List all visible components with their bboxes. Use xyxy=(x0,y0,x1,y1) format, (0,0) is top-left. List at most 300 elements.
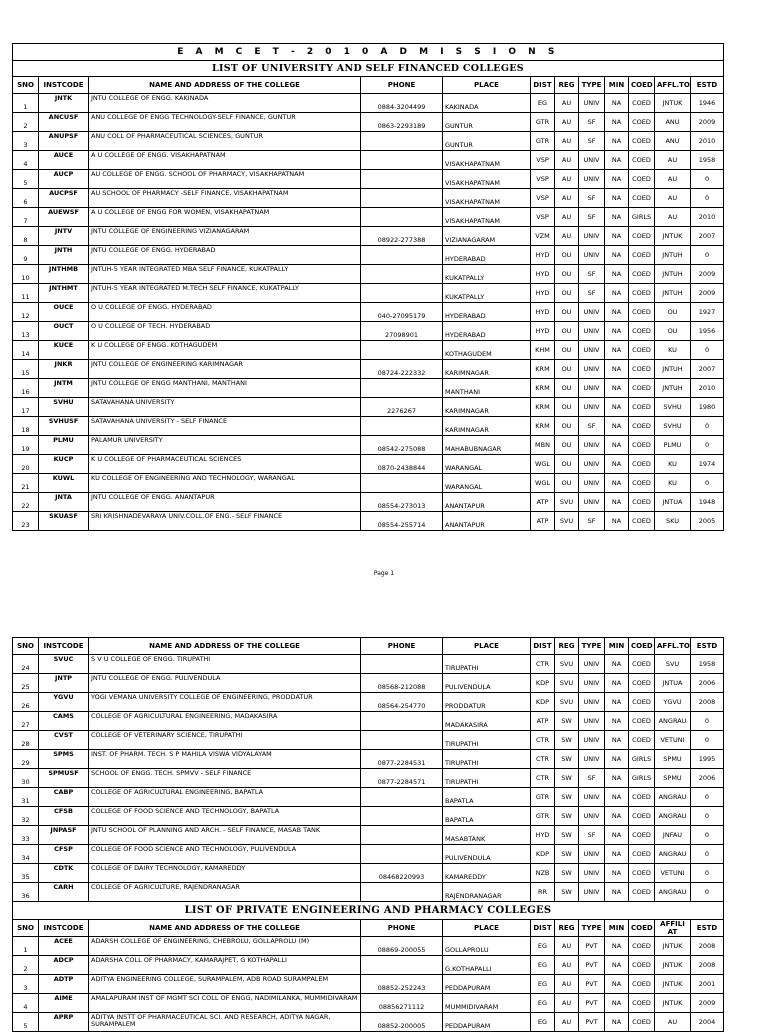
place-cell: VISAKHAPATNAM xyxy=(443,151,531,170)
reg-cell: OU xyxy=(555,360,579,379)
estd-cell: 2006 xyxy=(691,769,724,788)
table-row xyxy=(13,750,724,769)
sno-cell: 26 xyxy=(13,693,39,712)
dist-cell: HYD xyxy=(531,322,555,341)
column-header: DIST xyxy=(531,638,555,655)
college-name-cell: YOGI VEMANA UNIVERSITY COLLEGE OF ENGINEERING, PRODDATUR xyxy=(89,693,361,712)
reg-cell: SVU xyxy=(555,693,579,712)
coed-cell: GIRLS xyxy=(629,750,655,769)
estd-cell: 1980 xyxy=(691,398,724,417)
sno-cell: 3 xyxy=(13,132,39,151)
place-cell: BAPATLA xyxy=(443,807,531,826)
affiliation-cell: SPMU xyxy=(655,750,691,769)
column-header: PHONE xyxy=(361,77,443,94)
table-row xyxy=(13,284,724,303)
column-header: REG xyxy=(555,77,579,94)
column-header: MIN xyxy=(605,638,629,655)
instcode-cell: SKUASF xyxy=(39,512,89,531)
sno-cell: 10 xyxy=(13,265,39,284)
instcode-cell: CDTK xyxy=(39,864,89,883)
coed-cell: COED xyxy=(629,994,655,1013)
college-name-cell: JNTUH-5 YEAR INTEGRATED MBA SELF FINANCE, KUKATPALLY xyxy=(89,265,361,284)
instcode-cell: SPMS xyxy=(39,750,89,769)
phone-cell xyxy=(361,341,443,360)
dist-cell: KRM xyxy=(531,360,555,379)
coed-cell: COED xyxy=(629,379,655,398)
affiliation-cell: AU xyxy=(655,151,691,170)
dist-cell: HYD xyxy=(531,826,555,845)
type-cell: UNIV xyxy=(579,731,605,750)
reg-cell: OU xyxy=(555,265,579,284)
affiliation-cell: JNTUH xyxy=(655,284,691,303)
sno-cell: 32 xyxy=(13,807,39,826)
instcode-cell: ADTP xyxy=(39,975,89,994)
sno-cell: 5 xyxy=(13,170,39,189)
estd-cell: 0 xyxy=(691,246,724,265)
place-cell: TIRUPATHI xyxy=(443,731,531,750)
affiliation-cell: ANU xyxy=(655,132,691,151)
estd-cell: 2008 xyxy=(691,937,724,956)
college-name-cell: ADITYA INSTT OF PHARMACEUTICAL SCI. AND RESEARCH, ADITYA NAGAR, SURAMPALEM xyxy=(89,1013,361,1032)
sno-cell: 22 xyxy=(13,493,39,512)
affiliation-cell: ANU xyxy=(655,113,691,132)
column-header: INSTCODE xyxy=(39,77,89,94)
college-name-cell: COLLEGE OF DAIRY TECHNOLOGY, KAMAREDDY xyxy=(89,864,361,883)
table-row xyxy=(13,265,724,284)
estd-cell: 0 xyxy=(691,826,724,845)
phone-cell: 08468220993 xyxy=(361,864,443,883)
instcode-cell: AUEWSF xyxy=(39,208,89,227)
dist-cell: GTR xyxy=(531,113,555,132)
affiliation-cell: OU xyxy=(655,303,691,322)
coed-cell: COED xyxy=(629,975,655,994)
coed-cell: COED xyxy=(629,436,655,455)
sno-cell: 11 xyxy=(13,284,39,303)
affiliation-cell: JNTUK xyxy=(655,94,691,113)
phone-cell: 2276267 xyxy=(361,398,443,417)
dist-cell: KDP xyxy=(531,674,555,693)
min-cell: NA xyxy=(605,788,629,807)
college-name-cell: COLLEGE OF AGRICULTURAL ENGINEERING, BAPATLA xyxy=(89,788,361,807)
min-cell: NA xyxy=(605,731,629,750)
min-cell: NA xyxy=(605,189,629,208)
reg-cell: OU xyxy=(555,474,579,493)
coed-cell: COED xyxy=(629,284,655,303)
coed-cell: COED xyxy=(629,322,655,341)
phone-cell: 08542-275088 xyxy=(361,436,443,455)
estd-cell: 1956 xyxy=(691,322,724,341)
college-name-cell: JNTU COLLEGE OF ENGINEERING VIZIANAGARAM xyxy=(89,227,361,246)
estd-cell: 1958 xyxy=(691,655,724,674)
place-cell: VIZIANAGARAM xyxy=(443,227,531,246)
estd-cell: 1995 xyxy=(691,750,724,769)
reg-cell: SW xyxy=(555,864,579,883)
min-cell: NA xyxy=(605,655,629,674)
coed-cell: COED xyxy=(629,512,655,531)
coed-cell: COED xyxy=(629,360,655,379)
estd-cell: 1948 xyxy=(691,493,724,512)
type-cell: UNIV xyxy=(579,360,605,379)
instcode-cell: JNTV xyxy=(39,227,89,246)
phone-cell: 08869-200055 xyxy=(361,937,443,956)
instcode-cell: ACEE xyxy=(39,937,89,956)
coed-cell: GIRLS xyxy=(629,769,655,788)
college-name-cell: SRI KRISHNADEVARAYA UNIV.COLL.OF ENG.- SELF FINANCE xyxy=(89,512,361,531)
estd-cell: 2009 xyxy=(691,113,724,132)
affiliation-cell: JNTUH xyxy=(655,379,691,398)
college-name-cell: JNTU COLLEGE OF ENGINEERING KARIMNAGAR xyxy=(89,360,361,379)
table-row xyxy=(13,189,724,208)
dist-cell: EG xyxy=(531,994,555,1013)
min-cell: NA xyxy=(605,883,629,902)
sno-cell: 13 xyxy=(13,322,39,341)
affiliation-cell: SVHU xyxy=(655,398,691,417)
table-row xyxy=(13,94,724,113)
type-cell: UNIV xyxy=(579,436,605,455)
column-header: COED xyxy=(629,920,655,937)
dist-cell: MBN xyxy=(531,436,555,455)
affiliation-cell: YGVU xyxy=(655,693,691,712)
instcode-cell: APRP xyxy=(39,1013,89,1032)
sno-cell: 6 xyxy=(13,189,39,208)
instcode-cell: ANCUSF xyxy=(39,113,89,132)
college-name-cell: AMALAPURAM INST OF MGMT SCI COLL OF ENGG, NADIMILANKA, MUMMIDIVARAM xyxy=(89,994,361,1013)
dist-cell: CTR xyxy=(531,769,555,788)
affiliation-cell: JNTUK xyxy=(655,975,691,994)
college-name-cell: A U COLLEGE OF ENGG. VISAKHAPATNAM xyxy=(89,151,361,170)
table-row xyxy=(13,360,724,379)
type-cell: PVT xyxy=(579,975,605,994)
college-name-cell: COLLEGE OF VETERINARY SCIENCE, TIRUPATHI xyxy=(89,731,361,750)
place-cell: MAHABUBNAGAR xyxy=(443,436,531,455)
affiliation-cell: JNTUK xyxy=(655,994,691,1013)
column-header: TYPE xyxy=(579,77,605,94)
place-cell: PULIVENDULA xyxy=(443,845,531,864)
college-name-cell: COLLEGE OF FOOD SCIENCE AND TECHNOLOGY, BAPATLA xyxy=(89,807,361,826)
phone-cell xyxy=(361,712,443,731)
sno-cell: 33 xyxy=(13,826,39,845)
type-cell: UNIV xyxy=(579,398,605,417)
affiliation-cell: SKU xyxy=(655,512,691,531)
coed-cell: COED xyxy=(629,265,655,284)
phone-cell: 0877-2284531 xyxy=(361,750,443,769)
column-header-row-private xyxy=(13,920,724,937)
min-cell: NA xyxy=(605,227,629,246)
place-cell: HYDERABAD xyxy=(443,246,531,265)
type-cell: SF xyxy=(579,132,605,151)
sno-cell: 36 xyxy=(13,883,39,902)
estd-cell: 0 xyxy=(691,712,724,731)
coed-cell: COED xyxy=(629,864,655,883)
sno-cell: 20 xyxy=(13,455,39,474)
min-cell: NA xyxy=(605,436,629,455)
affiliation-cell: JNTUA xyxy=(655,674,691,693)
sno-cell: 24 xyxy=(13,655,39,674)
column-header: NAME AND ADDRESS OF THE COLLEGE xyxy=(89,920,361,937)
dist-cell: EG xyxy=(531,956,555,975)
instcode-cell: JNTHMT xyxy=(39,284,89,303)
phone-cell: 08564-254770 xyxy=(361,693,443,712)
reg-cell: SW xyxy=(555,845,579,864)
affiliation-cell: ANGRAU xyxy=(655,845,691,864)
place-cell: PULIVENDULA xyxy=(443,674,531,693)
min-cell: NA xyxy=(605,170,629,189)
table-row xyxy=(13,227,724,246)
place-cell: GOLLAPROLU xyxy=(443,937,531,956)
phone-cell xyxy=(361,170,443,189)
affiliation-cell: KU xyxy=(655,474,691,493)
sno-cell: 1 xyxy=(13,94,39,113)
coed-cell: COED xyxy=(629,94,655,113)
coed-cell: COED xyxy=(629,731,655,750)
dist-cell: ATP xyxy=(531,712,555,731)
estd-cell: 0 xyxy=(691,170,724,189)
instcode-cell: CAMS xyxy=(39,712,89,731)
affiliation-cell: KU xyxy=(655,341,691,360)
section-title-private: LIST OF PRIVATE ENGINEERING AND PHARMACY COLLEGES xyxy=(13,902,724,920)
sno-cell: 5 xyxy=(13,1013,39,1032)
affiliation-cell: AU xyxy=(655,208,691,227)
reg-cell: OU xyxy=(555,417,579,436)
college-name-cell: JNTUH-5 YEAR INTEGRATED M.TECH SELF FINANCE, KUKATPALLY xyxy=(89,284,361,303)
type-cell: UNIV xyxy=(579,151,605,170)
coed-cell: COED xyxy=(629,398,655,417)
college-name-cell: PALAMUR UNIVERSITY xyxy=(89,436,361,455)
type-cell: UNIV xyxy=(579,712,605,731)
coed-cell: COED xyxy=(629,807,655,826)
table-row xyxy=(13,769,724,788)
affiliation-cell: VETUNI xyxy=(655,864,691,883)
coed-cell: COED xyxy=(629,113,655,132)
estd-cell: 0 xyxy=(691,436,724,455)
estd-cell: 2007 xyxy=(691,227,724,246)
estd-cell: 2010 xyxy=(691,379,724,398)
table-row xyxy=(13,493,724,512)
affiliation-cell: AU xyxy=(655,1013,691,1032)
type-cell: SF xyxy=(579,113,605,132)
dist-cell: EG xyxy=(531,975,555,994)
min-cell: NA xyxy=(605,360,629,379)
type-cell: SF xyxy=(579,189,605,208)
college-name-cell: JNTU COLLEGE OF ENGG. PULIVENDULA xyxy=(89,674,361,693)
phone-cell xyxy=(361,788,443,807)
instcode-cell: AUCP xyxy=(39,170,89,189)
phone-cell xyxy=(361,883,443,902)
type-cell: UNIV xyxy=(579,246,605,265)
type-cell: PVT xyxy=(579,956,605,975)
college-name-cell: COLLEGE OF AGRICULTURAL ENGINEERING, MADAKASIRA xyxy=(89,712,361,731)
estd-cell: 0 xyxy=(691,845,724,864)
coed-cell: COED xyxy=(629,455,655,474)
table-row xyxy=(13,455,724,474)
dist-cell: WGL xyxy=(531,474,555,493)
min-cell: NA xyxy=(605,956,629,975)
place-cell: PEDDAPURAM xyxy=(443,1013,531,1032)
min-cell: NA xyxy=(605,493,629,512)
table-row xyxy=(13,379,724,398)
instcode-cell: OUCT xyxy=(39,322,89,341)
table-row xyxy=(13,864,724,883)
sno-cell: 34 xyxy=(13,845,39,864)
estd-cell: 0 xyxy=(691,341,724,360)
phone-cell xyxy=(361,132,443,151)
reg-cell: AU xyxy=(555,956,579,975)
dist-cell: VZM xyxy=(531,227,555,246)
estd-cell: 0 xyxy=(691,417,724,436)
column-header: MIN xyxy=(605,77,629,94)
reg-cell: AU xyxy=(555,132,579,151)
coed-cell: COED xyxy=(629,693,655,712)
reg-cell: OU xyxy=(555,436,579,455)
estd-cell: 0 xyxy=(691,189,724,208)
college-name-cell: JNTU COLLEGE OF ENGG. HYDERABAD xyxy=(89,246,361,265)
column-header: AFFL.TO xyxy=(655,77,691,94)
place-cell: GUNTUR xyxy=(443,113,531,132)
dist-cell: HYD xyxy=(531,303,555,322)
reg-cell: SVU xyxy=(555,512,579,531)
estd-cell: 2001 xyxy=(691,975,724,994)
college-name-cell: ADARSH COLLEGE OF ENGINEERING, CHEBROLU, GOLLAPROLU (M) xyxy=(89,937,361,956)
sno-cell: 30 xyxy=(13,769,39,788)
type-cell: UNIV xyxy=(579,322,605,341)
instcode-cell: AUCE xyxy=(39,151,89,170)
type-cell: SF xyxy=(579,265,605,284)
reg-cell: AU xyxy=(555,189,579,208)
reg-cell: OU xyxy=(555,341,579,360)
sno-cell: 16 xyxy=(13,379,39,398)
phone-cell xyxy=(361,474,443,493)
coed-cell: COED xyxy=(629,474,655,493)
column-header: PHONE xyxy=(361,638,443,655)
coed-cell: COED xyxy=(629,826,655,845)
instcode-cell: JNTA xyxy=(39,493,89,512)
type-cell: UNIV xyxy=(579,455,605,474)
dist-cell: WGL xyxy=(531,455,555,474)
type-cell: PVT xyxy=(579,994,605,1013)
phone-cell xyxy=(361,379,443,398)
table-row xyxy=(13,693,724,712)
column-header: AFFILI AT xyxy=(655,920,691,937)
estd-cell: 1927 xyxy=(691,303,724,322)
min-cell: NA xyxy=(605,113,629,132)
place-cell: WARANGAL xyxy=(443,474,531,493)
min-cell: NA xyxy=(605,750,629,769)
min-cell: NA xyxy=(605,937,629,956)
place-cell: VISAKHAPATNAM xyxy=(443,189,531,208)
type-cell: UNIV xyxy=(579,750,605,769)
column-header: PLACE xyxy=(443,920,531,937)
phone-cell: 08922-277388 xyxy=(361,227,443,246)
table-row xyxy=(13,132,724,151)
instcode-cell: SVUC xyxy=(39,655,89,674)
instcode-cell: SVHU xyxy=(39,398,89,417)
column-header: SNO xyxy=(13,77,39,94)
college-name-cell: JNTU COLLEGE OF ENGG. KAKINADA xyxy=(89,94,361,113)
min-cell: NA xyxy=(605,398,629,417)
affiliation-cell: JNTUH xyxy=(655,265,691,284)
coed-cell: COED xyxy=(629,788,655,807)
coed-cell: COED xyxy=(629,674,655,693)
min-cell: NA xyxy=(605,132,629,151)
place-cell: MUMMIDIVARAM xyxy=(443,994,531,1013)
type-cell: UNIV xyxy=(579,474,605,493)
instcode-cell: JNTHMB xyxy=(39,265,89,284)
coed-cell: COED xyxy=(629,956,655,975)
min-cell: NA xyxy=(605,1013,629,1032)
instcode-cell: PLMU xyxy=(39,436,89,455)
university-colleges-table xyxy=(12,43,724,531)
sno-cell: 4 xyxy=(13,151,39,170)
reg-cell: AU xyxy=(555,151,579,170)
estd-cell: 0 xyxy=(691,807,724,826)
table-row xyxy=(13,883,724,902)
column-header: COED xyxy=(629,638,655,655)
table-row xyxy=(13,845,724,864)
type-cell: SF xyxy=(579,208,605,227)
column-header-row xyxy=(13,638,724,655)
affiliation-cell: SVU xyxy=(655,655,691,674)
place-cell: TIRUPATHI xyxy=(443,769,531,788)
sno-cell: 29 xyxy=(13,750,39,769)
dist-cell: EG xyxy=(531,1013,555,1032)
column-header: REG xyxy=(555,920,579,937)
estd-cell: 2008 xyxy=(691,693,724,712)
instcode-cell: CFSB xyxy=(39,807,89,826)
table-row xyxy=(13,246,724,265)
type-cell: UNIV xyxy=(579,883,605,902)
min-cell: NA xyxy=(605,864,629,883)
place-cell: VISAKHAPATNAM xyxy=(443,208,531,227)
sno-cell: 25 xyxy=(13,674,39,693)
reg-cell: OU xyxy=(555,455,579,474)
phone-cell xyxy=(361,265,443,284)
place-cell: KUKATPALLY xyxy=(443,265,531,284)
estd-cell: 2008 xyxy=(691,956,724,975)
phone-cell: 08724-222332 xyxy=(361,360,443,379)
min-cell: NA xyxy=(605,208,629,227)
college-name-cell: ADITYA ENGINEERING COLLEGE, SURAMPALEM, ADB ROAD SURAMPALEM xyxy=(89,975,361,994)
place-cell: ANANTAPUR xyxy=(443,493,531,512)
dist-cell: HYD xyxy=(531,246,555,265)
type-cell: UNIV xyxy=(579,94,605,113)
coed-cell: COED xyxy=(629,655,655,674)
phone-cell: 27098901 xyxy=(361,322,443,341)
estd-cell: 0 xyxy=(691,864,724,883)
reg-cell: AU xyxy=(555,994,579,1013)
reg-cell: SW xyxy=(555,731,579,750)
instcode-cell: SVHUSF xyxy=(39,417,89,436)
table-row xyxy=(13,826,724,845)
type-cell: UNIV xyxy=(579,170,605,189)
dist-cell: CTR xyxy=(531,731,555,750)
coed-cell: COED xyxy=(629,246,655,265)
table-row xyxy=(13,170,724,189)
column-header: SNO xyxy=(13,920,39,937)
affiliation-cell: AU xyxy=(655,189,691,208)
table-row xyxy=(13,322,724,341)
dist-cell: ATP xyxy=(531,512,555,531)
estd-cell: 1946 xyxy=(691,94,724,113)
college-name-cell: JNTU COLLEGE OF ENGG MANTHANI, MANTHANI xyxy=(89,379,361,398)
sno-cell: 23 xyxy=(13,512,39,531)
type-cell: SF xyxy=(579,826,605,845)
sno-cell: 21 xyxy=(13,474,39,493)
coed-cell: COED xyxy=(629,417,655,436)
document-title: E A M C E T - 2 0 1 0 A D M I S S I O N S xyxy=(13,44,724,61)
estd-cell: 2009 xyxy=(691,265,724,284)
college-name-cell: ANU COLLEGE OF ENGG TECHNOLOGY-SELF FINANCE, GUNTUR xyxy=(89,113,361,132)
table-row xyxy=(13,113,724,132)
